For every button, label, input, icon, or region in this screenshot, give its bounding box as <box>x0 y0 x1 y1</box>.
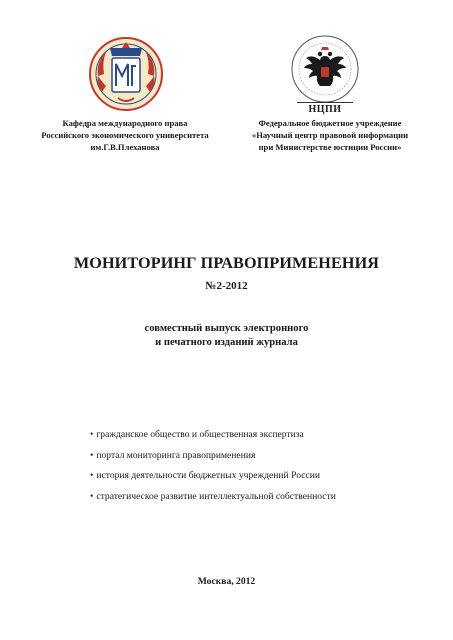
bullet-icon: • <box>90 470 94 481</box>
org-line: им.Г.В.Плеханова <box>90 142 160 152</box>
list-item <box>90 469 336 490</box>
topics-list <box>90 428 336 510</box>
eagle-emblem-logo <box>290 34 360 104</box>
list-item <box>90 449 336 470</box>
journal-title: МОНИТОРИНГ ПРАВОПРИМЕНЕНИЯ <box>73 254 380 272</box>
subtitle-line: и печатного изданий журнала <box>155 337 298 348</box>
topic-text: стратегическое развитие интеллектуальной собственности <box>96 490 336 502</box>
list-item <box>90 428 336 449</box>
publication-place-year: Москва, 2012 <box>197 576 256 587</box>
org-line: при Министерстве юстиции России» <box>258 142 402 152</box>
org-line: Российского экономического университета <box>41 130 209 140</box>
university-seal-logo <box>88 36 164 112</box>
org-line: Федеральное бюджетное учреждение <box>258 118 402 128</box>
bullet-icon: • <box>90 449 94 461</box>
right-organization-name <box>225 117 435 153</box>
edition-subtitle <box>0 322 453 350</box>
topic-text: гражданское общество и общественная экспертиза <box>96 429 304 440</box>
bullet-icon: • <box>90 490 94 502</box>
issue-number: №2-2012 <box>205 280 248 292</box>
topic-text: портал мониторинга правоприменения <box>96 449 256 461</box>
bullet-icon: • <box>90 429 94 440</box>
ncpi-abbreviation: НЦПИ <box>297 102 353 115</box>
org-line: «Научный центр правовой информации <box>251 130 409 140</box>
org-line: Кафедра международного права <box>62 118 188 128</box>
list-item <box>90 490 336 511</box>
subtitle-line: совместный выпуск электронного <box>144 323 309 334</box>
topic-text: история деятельности бюджетных учреждений России <box>96 470 321 481</box>
left-organization-name <box>20 117 230 153</box>
